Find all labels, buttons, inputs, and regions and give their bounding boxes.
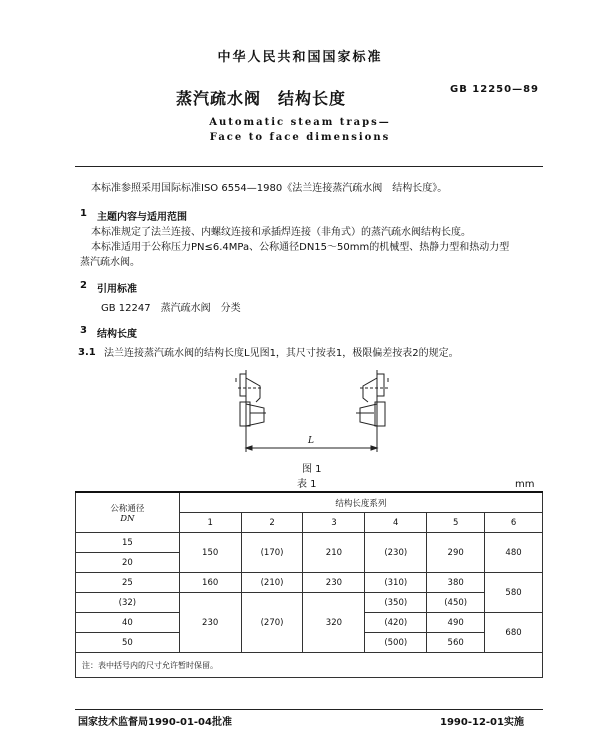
section-3-title: 结构长度 [97, 329, 137, 340]
document-title: 蒸汽疏水阀 结构长度 [176, 89, 347, 108]
value-cell: 150 [179, 533, 241, 573]
dn-cell: 50 [76, 633, 180, 653]
intro-paragraph: 本标准参照采用国际标准ISO 6554—1980《法兰连接蒸汽疏水阀 结构长度》。 [91, 183, 448, 194]
row-header-cell [76, 492, 180, 533]
column-header: 6 [485, 513, 543, 533]
table-1-caption: 表 1 [297, 479, 317, 490]
value-cell: (270) [241, 593, 303, 653]
value-cell: 560 [427, 633, 485, 653]
clause-3-1-number: 3.1 [78, 347, 96, 358]
value-cell: (230) [365, 533, 427, 573]
dimension-label-l: L [308, 436, 314, 446]
standard-number: GB 12250—89 [450, 84, 540, 95]
value-cell: (210) [241, 573, 303, 593]
value-cell: 160 [179, 573, 241, 593]
dn-cell: (32) [76, 593, 180, 613]
standard-header: 中华人民共和国国家标准 [217, 50, 383, 65]
section-3-number: 3 [80, 325, 87, 336]
section-2-title: 引用标准 [97, 284, 137, 295]
section-1-paragraph-3: 蒸汽疏水阀。 [80, 257, 140, 268]
dn-cell: 15 [76, 533, 180, 553]
value-cell: (420) [365, 613, 427, 633]
table-1 [75, 491, 543, 678]
figure-1-caption: 图 1 [302, 464, 322, 475]
value-cell: 490 [427, 613, 485, 633]
column-header: 1 [179, 513, 241, 533]
clause-3-1-text: 法兰连接蒸汽疏水阀的结构长度L见图1，其尺寸按表1，极限偏差按表2的规定。 [104, 348, 459, 359]
table-1-unit: mm [515, 479, 535, 490]
value-cell: (310) [365, 573, 427, 593]
dn-cell: 25 [76, 573, 180, 593]
section-1-paragraph-1: 本标准规定了法兰连接、内螺纹连接和承插焊连接（非角式）的蒸汽疏水阀结构长度。 [91, 227, 471, 238]
value-cell: 380 [427, 573, 485, 593]
english-title-line2: Face to face dimensions [209, 132, 391, 143]
dn-cell: 40 [76, 613, 180, 633]
value-cell: 580 [485, 573, 543, 613]
section-1-title: 主题内容与适用范围 [97, 212, 187, 223]
value-cell: 210 [303, 533, 365, 573]
english-title-line1: Automatic steam traps— [209, 117, 391, 128]
implementation-date: 1990-12-01实施 [440, 717, 524, 728]
left-flange-icon [236, 370, 266, 430]
value-cell: 680 [485, 613, 543, 653]
value-cell: 230 [179, 593, 241, 653]
value-cell: 290 [427, 533, 485, 573]
approval-date: 国家技术监督局1990-01-04批准 [78, 717, 232, 728]
value-cell: (450) [427, 593, 485, 613]
value-cell: 320 [303, 593, 365, 653]
section-2-number: 2 [80, 280, 87, 291]
column-header: 3 [303, 513, 365, 533]
value-cell: 480 [485, 533, 543, 573]
referenced-standard: GB 12247 蒸汽疏水阀 分类 [101, 303, 241, 314]
row-header-label: 公称通径 [110, 503, 145, 514]
column-header: 4 [365, 513, 427, 533]
header-rule [75, 166, 543, 167]
column-header: 2 [241, 513, 303, 533]
section-1-number: 1 [80, 208, 87, 219]
figure-1-flanged-trap-diagram [220, 368, 420, 460]
value-cell: (350) [365, 593, 427, 613]
section-1-paragraph-2: 本标准适用于公称压力PN≤6.4MPa、公称通径DN15～50mm的机械型、热静力型和热动力型 [91, 242, 510, 253]
value-cell: (170) [241, 533, 303, 573]
footer-rule [75, 709, 543, 710]
right-flange-icon [356, 370, 388, 430]
row-header-dn: DN [120, 513, 135, 524]
group-header: 结构长度系列 [179, 492, 542, 513]
table-note: 注：表中括号内的尺寸允许暂时保留。 [76, 653, 543, 678]
column-header: 5 [427, 513, 485, 533]
value-cell: 230 [303, 573, 365, 593]
value-cell: (500) [365, 633, 427, 653]
dn-cell: 20 [76, 553, 180, 573]
